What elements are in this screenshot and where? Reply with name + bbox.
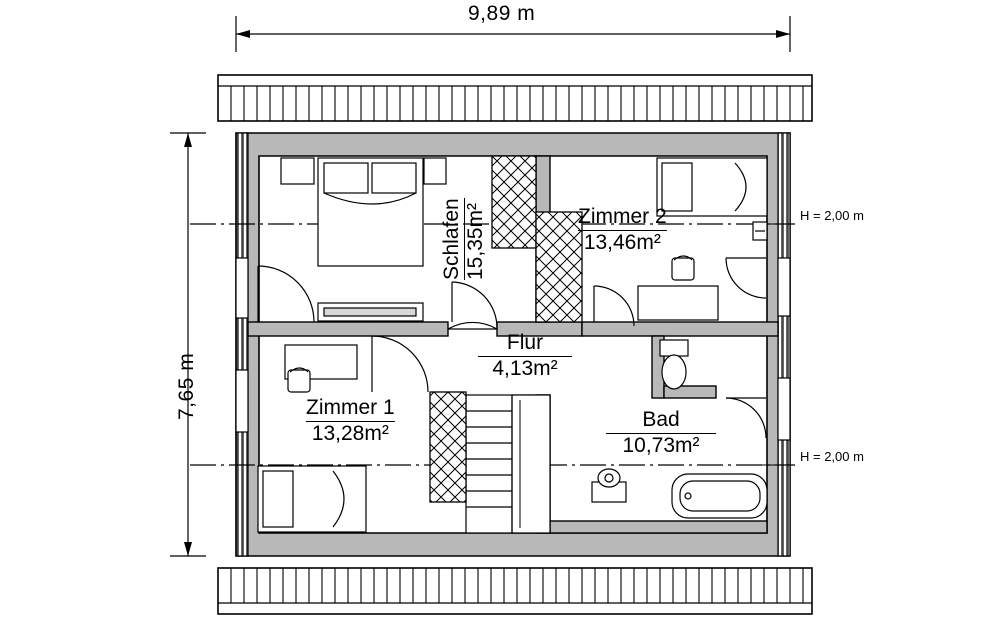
room-area-schlafen: 15,35m² — [464, 202, 487, 280]
room-name-flur: Flur — [478, 331, 572, 357]
room-name-bad: Bad — [606, 408, 716, 434]
furniture-schlafen — [281, 158, 446, 321]
room-area-zimmer2: 13,46m² — [583, 231, 661, 254]
staircase — [466, 395, 550, 533]
dimension-left — [170, 133, 206, 556]
room-name-schlafen: Schlafen — [440, 198, 463, 280]
roof-band-bottom — [218, 568, 812, 614]
dimension-width-label: 9,89 m — [468, 2, 536, 25]
room-area-flur: 4,13m² — [492, 357, 558, 380]
room-name-zimmer2: Zimmer 2 — [578, 205, 667, 231]
dimension-height-label: 7,65 m — [175, 352, 198, 420]
height-marker-top-label: H = 2,00 m — [800, 208, 864, 223]
room-label-flur — [478, 331, 572, 381]
room-label-bad — [606, 408, 716, 458]
room-area-bad: 10,73m² — [622, 434, 700, 457]
roof-band-top — [218, 75, 812, 121]
room-area-zimmer1: 13,28m² — [311, 422, 389, 445]
room-name-zimmer1: Zimmer 1 — [306, 396, 395, 422]
room-label-zimmer1 — [306, 396, 395, 446]
room-label-zimmer2 — [578, 205, 667, 255]
height-marker-bottom-label: H = 2,00 m — [800, 449, 864, 464]
